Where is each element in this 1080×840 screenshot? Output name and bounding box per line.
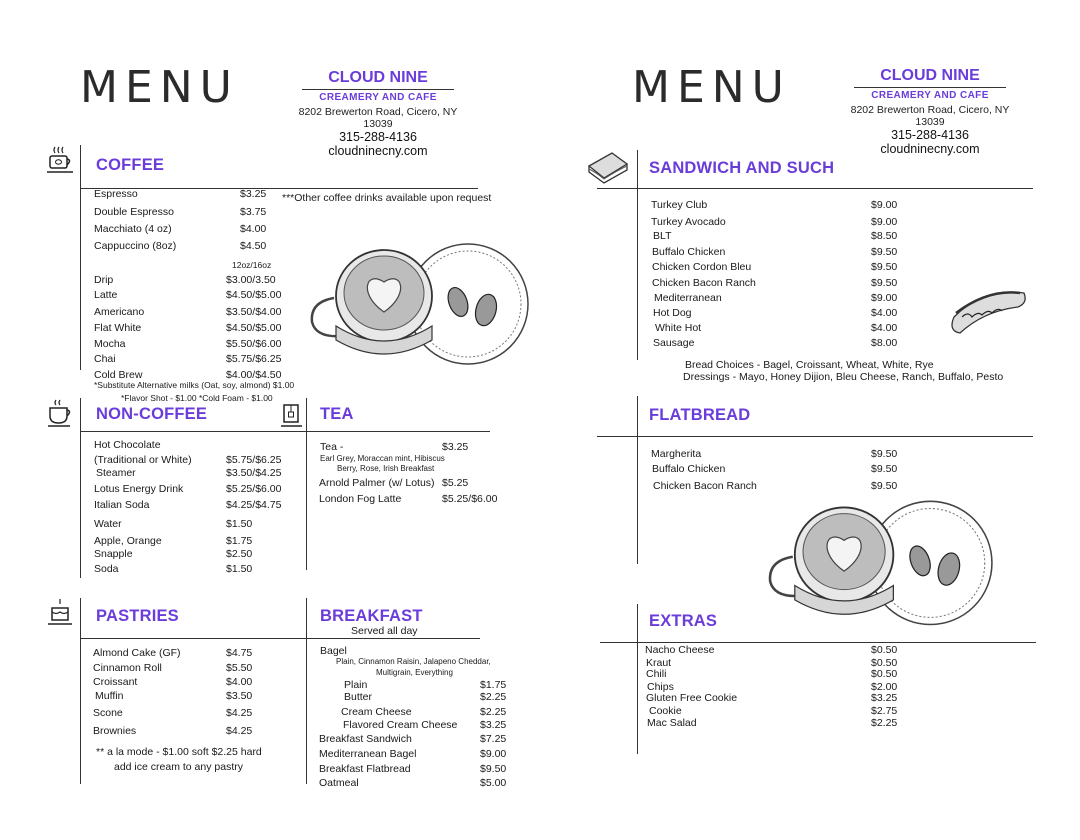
section-title-pastries: PASTRIES	[96, 607, 179, 625]
menu-item-price: $4.25	[226, 707, 253, 719]
divider	[80, 431, 490, 432]
divider	[80, 398, 81, 578]
menu-item-name: Snapple	[94, 548, 133, 560]
menu-item-name: Oatmeal	[319, 777, 359, 789]
menu-item-price: $8.50	[871, 230, 898, 242]
menu-item-name: Muffin	[95, 690, 124, 702]
menu-item-name: Chicken Cordon Bleu	[652, 261, 752, 273]
menu-item-name: Butter	[344, 691, 373, 703]
menu-item-name: Cream Cheese	[341, 706, 412, 718]
section-title-sandwich: SANDWICH AND SUCH	[649, 159, 835, 177]
menu-item-price: $9.50	[871, 246, 898, 258]
menu-item-price: $5.50/$6.00	[226, 338, 282, 350]
brand-subtitle: CREAMERY AND CAFE	[319, 92, 437, 104]
menu-item-name: Cold Brew	[94, 369, 143, 381]
a-la-mode-note: ** a la mode - $1.00 soft $2.25 hard	[96, 746, 262, 758]
menu-item-price: $5.75/$6.25	[226, 454, 282, 466]
menu-item-name: Chicken Bacon Ranch	[653, 480, 757, 492]
coffee-request-note: ***Other coffee drinks available upon request	[282, 192, 492, 204]
menu-item-price: $5.25	[442, 477, 469, 489]
menu-item-price: $3.50/$4.25	[226, 467, 282, 479]
divider	[637, 150, 638, 360]
menu-item-name: Lotus Energy Drink	[94, 483, 184, 495]
menu-item-name: Flavored Cream Cheese	[343, 719, 458, 731]
menu-item-price: $9.00	[871, 216, 898, 228]
hot-drink-icon	[46, 399, 74, 429]
menu-item-price: $4.75	[226, 647, 253, 659]
menu-item-name: Chips	[647, 681, 674, 693]
menu-item-name: Turkey Club	[651, 199, 708, 211]
milk-substitute-note: *Substitute Alternative milks (Oat, soy, almond) $1.00	[94, 380, 295, 390]
sandwich-icon	[586, 150, 630, 184]
menu-item-price: $4.00	[871, 307, 898, 319]
menu-item-price: $9.50	[871, 480, 898, 492]
cake-icon	[46, 598, 74, 628]
brand-name: CLOUD NINE	[854, 67, 1006, 88]
menu-item-name: Flat White	[94, 322, 142, 334]
menu-title-right: MENU	[632, 62, 791, 113]
dressings-note: Dressings - Mayo, Honey Dijion, Bleu Cheese, Ranch, Buffalo, Pesto	[683, 371, 1004, 383]
menu-item-name: London Fog Latte	[319, 493, 402, 505]
menu-item-name: White Hot	[655, 322, 702, 334]
bagel-label: Bagel	[320, 645, 347, 657]
brand-phone: 315-288-4136	[339, 130, 417, 145]
menu-item-name: Apple, Orange	[94, 535, 162, 547]
latte-art-illustration	[764, 494, 994, 638]
menu-item-price: $4.00/$4.50	[226, 369, 282, 381]
menu-item-price: $0.50	[871, 644, 898, 656]
brand-website: cloudninecny.com	[880, 142, 980, 157]
menu-item-price: $4.25/$4.75	[226, 499, 282, 511]
menu-item-name: Cinnamon Roll	[93, 662, 162, 674]
brand-address: 8202 Brewerton Road, Cicero, NY 13039	[850, 103, 1010, 128]
menu-item-price: $2.75	[871, 705, 898, 717]
breakfast-subtitle: Served all day	[351, 625, 418, 637]
divider	[80, 145, 81, 370]
menu-item-price: $1.75	[480, 679, 507, 691]
menu-item-price: $2.25	[480, 691, 507, 703]
menu-item-price: $2.25	[871, 717, 898, 729]
menu-title-left: MENU	[80, 62, 239, 113]
menu-item-name: (Traditional or White)	[94, 454, 192, 466]
menu-item-price: $5.25/$6.00	[226, 483, 282, 495]
menu-item-price: $4.50	[240, 240, 267, 252]
section-title-tea: TEA	[320, 405, 354, 423]
menu-item-name: Buffalo Chicken	[652, 463, 726, 475]
menu-item-name: Buffalo Chicken	[652, 246, 726, 258]
menu-item-name: Chai	[94, 353, 116, 365]
menu-item-price: $4.50/$5.00	[226, 322, 282, 334]
menu-item-name: Hot Dog	[653, 307, 692, 319]
menu-item-price: $5.75/$6.25	[226, 353, 282, 365]
menu-item-name: Turkey Avocado	[651, 216, 726, 228]
menu-item-price: $3.25	[871, 692, 898, 704]
menu-item-name: Hot Chocolate	[94, 439, 161, 451]
menu-item-name: Drip	[94, 274, 114, 286]
menu-item-name: Macchiato (4 oz)	[94, 223, 172, 235]
menu-item-price: $1.50	[226, 563, 253, 575]
bagel-types: Multigrain, Everything	[376, 668, 453, 677]
menu-item-name: Mac Salad	[647, 717, 697, 729]
section-title-extras: EXTRAS	[649, 612, 718, 630]
menu-item-price: $2.50	[226, 548, 253, 560]
tea-flavors: Berry, Rose, Irish Breakfast	[337, 464, 435, 473]
menu-item-price: $3.50/$4.00	[226, 306, 282, 318]
tea-cup-icon	[280, 402, 304, 430]
brand-subtitle: CREAMERY AND CAFE	[871, 90, 989, 102]
divider	[637, 604, 638, 754]
latte-art-illustration	[306, 238, 530, 376]
menu-item-name: Mocha	[94, 338, 126, 350]
menu-item-price: $9.50	[871, 448, 898, 460]
menu-item-price: $2.25	[480, 706, 507, 718]
section-title-non-coffee: NON-COFFEE	[96, 405, 208, 423]
menu-item-name: Espresso	[94, 188, 138, 200]
menu-item-price: $4.00	[871, 322, 898, 334]
brand-block-left	[286, 69, 470, 159]
divider	[306, 598, 307, 784]
menu-item-price: $3.75	[240, 206, 267, 218]
flavor-shot-note: *Flavor Shot - $1.00 *Cold Foam - $1.00	[121, 393, 273, 403]
menu-item-name: Breakfast Sandwich	[319, 733, 412, 745]
menu-item-name: Mediterranean Bagel	[319, 748, 417, 760]
menu-item-price: $9.50	[871, 261, 898, 273]
divider	[80, 638, 480, 639]
tea-label: Tea -	[320, 441, 344, 453]
menu-item-price: $9.00	[871, 199, 898, 211]
tea-price: $3.25	[442, 441, 469, 453]
menu-item-name: Mediterranean	[654, 292, 722, 304]
tea-flavors: Earl Grey, Moraccan mint, Hibiscus	[320, 454, 445, 463]
menu-item-price: $9.00	[480, 748, 507, 760]
menu-item-name: Plain	[344, 679, 368, 691]
menu-item-price: $0.50	[871, 668, 898, 680]
menu-item-price: $1.50	[226, 518, 253, 530]
menu-item-price: $0.50	[871, 657, 898, 669]
menu-item-price: $9.50	[480, 763, 507, 775]
divider	[80, 188, 478, 189]
menu-item-price: $1.75	[226, 535, 253, 547]
bread-choices-note: Bread Choices - Bagel, Croissant, Wheat, White, Rye	[685, 359, 934, 371]
menu-item-name: Croissant	[93, 676, 138, 688]
menu-item-name: Americano	[94, 306, 145, 318]
menu-item-price: $3.00/3.50	[226, 274, 276, 286]
divider	[306, 398, 307, 570]
menu-item-name: Scone	[93, 707, 123, 719]
menu-item-name: Brownies	[93, 725, 137, 737]
menu-item-price: $4.00	[240, 223, 267, 235]
menu-item-price: $5.00	[480, 777, 507, 789]
menu-item-name: Latte	[94, 289, 118, 301]
brand-website: cloudninecny.com	[328, 144, 428, 159]
menu-item-name: Gluten Free Cookie	[646, 692, 738, 704]
menu-item-name: Arnold Palmer (w/ Lotus)	[319, 477, 435, 489]
menu-item-price: $4.50/$5.00	[226, 289, 282, 301]
menu-item-name: Kraut	[646, 657, 672, 669]
menu-item-name: Almond Cake (GF)	[93, 647, 181, 659]
menu-item-price: $5.50	[226, 662, 253, 674]
menu-item-price: $9.50	[871, 463, 898, 475]
menu-item-price: $3.25	[240, 188, 267, 200]
menu-item-name: Italian Soda	[94, 499, 150, 511]
size-label: 12oz/16oz	[232, 260, 272, 270]
menu-item-price: $3.50	[226, 690, 253, 702]
menu-item-name: Cappuccino (8oz)	[94, 240, 177, 252]
brand-address: 8202 Brewerton Road, Cicero, NY 13039	[298, 105, 458, 130]
a-la-mode-note: add ice cream to any pastry	[114, 761, 243, 773]
menu-item-price: $3.25	[480, 719, 507, 731]
menu-item-name: Nacho Cheese	[645, 644, 715, 656]
divider	[597, 188, 1033, 189]
menu-item-price: $8.00	[871, 337, 898, 349]
section-title-coffee: COFFEE	[96, 156, 165, 174]
menu-item-name: Sausage	[653, 337, 695, 349]
menu-item-name: BLT	[653, 230, 672, 242]
menu-item-price: $4.25	[226, 725, 253, 737]
menu-item-name: Water	[94, 518, 122, 530]
brand-block-right	[838, 67, 1022, 157]
bagel-types: Plain, Cinnamon Raisin, Jalapeno Cheddar,	[336, 657, 491, 666]
menu-item-price: $2.00	[871, 681, 898, 693]
menu-item-name: Chili	[646, 668, 667, 680]
brand-phone: 315-288-4136	[891, 128, 969, 143]
menu-item-name: Steamer	[96, 467, 136, 479]
menu-item-price: $4.00	[226, 676, 253, 688]
menu-item-name: Chicken Bacon Ranch	[652, 277, 756, 289]
menu-item-name: Breakfast Flatbread	[319, 763, 411, 775]
menu-item-name: Double Espresso	[94, 206, 174, 218]
divider	[637, 396, 638, 564]
menu-item-price: $9.50	[871, 277, 898, 289]
menu-item-name: Soda	[94, 563, 119, 575]
menu-item-name: Cookie	[649, 705, 682, 717]
menu-item-price: $9.00	[871, 292, 898, 304]
hot-dog-illustration	[946, 283, 1028, 335]
section-title-breakfast: BREAKFAST	[320, 607, 423, 625]
section-title-flatbread: FLATBREAD	[649, 406, 751, 424]
divider	[597, 436, 1033, 437]
divider	[80, 598, 81, 784]
menu-item-price: $7.25	[480, 733, 507, 745]
menu-item-price: $5.25/$6.00	[442, 493, 498, 505]
brand-name: CLOUD NINE	[302, 69, 454, 90]
menu-item-name: Margherita	[651, 448, 702, 460]
coffee-cup-icon	[46, 145, 74, 179]
